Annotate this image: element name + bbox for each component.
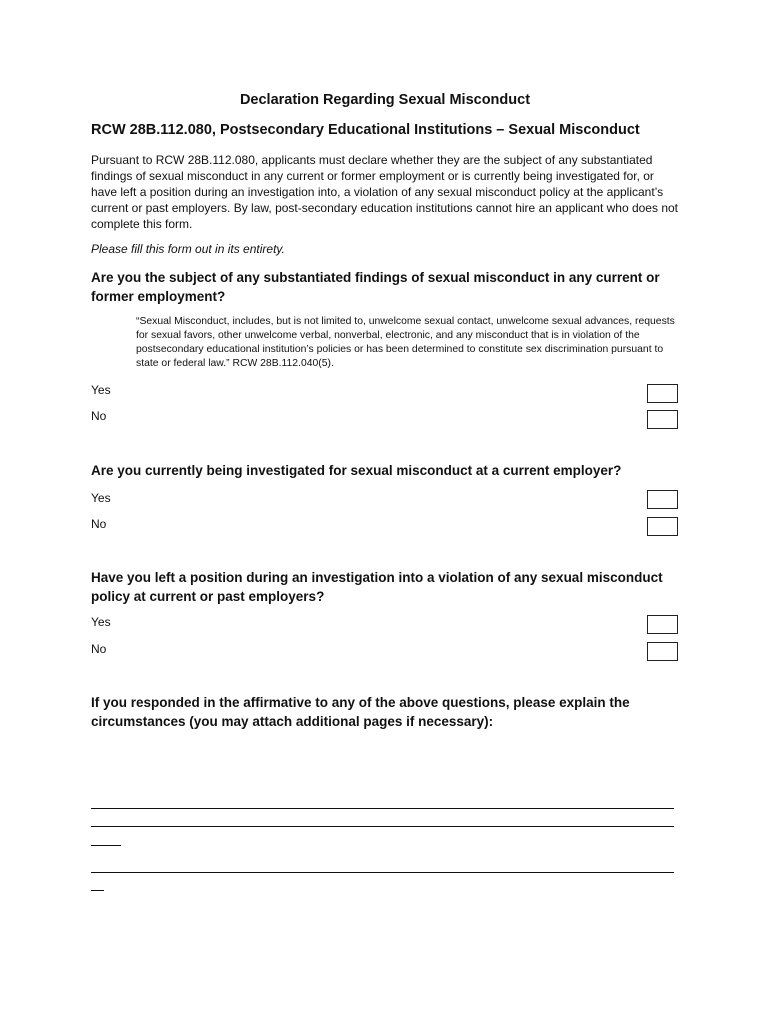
explanation-line-2-continuation[interactable] — [91, 845, 121, 846]
question-3-no-label: No — [91, 642, 107, 656]
question-2-yes-label: Yes — [91, 491, 111, 505]
explanation-line-1[interactable] — [91, 808, 674, 809]
question-2-no-checkbox[interactable] — [647, 517, 678, 536]
question-3-yes-label: Yes — [91, 615, 111, 629]
question-1-no-checkbox[interactable] — [647, 410, 678, 429]
question-1-yes-checkbox[interactable] — [647, 384, 678, 403]
page-subtitle: RCW 28B.112.080, Postsecondary Educational Institutions – Sexual Misconduct — [91, 122, 640, 138]
page-title: Declaration Regarding Sexual Misconduct — [239, 92, 531, 108]
question-3-no-checkbox[interactable] — [647, 642, 678, 661]
misconduct-definition-quote: “Sexual Misconduct, includes, but is not limited to, unwelcome sexual contact, unwelcome sexual advances, requests for sexual favors, other unwelcome verbal, nonverbal, electronic, and any misconduct that is in violation of the postsecondary educational institution’s policies or has been determined to constitute sex discrimination pursuant to state or federal law.” RCW 28B.112.040(5). — [136, 316, 675, 369]
question-1-no-label: No — [91, 409, 107, 423]
question-1-yes-label: Yes — [91, 383, 111, 397]
question-2-yes-checkbox[interactable] — [647, 490, 678, 509]
question-2-text: Are you currently being investigated for sexual misconduct at a current employer? — [91, 463, 622, 478]
explanation-line-3-continuation[interactable] — [91, 890, 104, 891]
question-3-text: Have you left a position during an investigation into a violation of any sexual misconduct policy at current or past employers? — [91, 570, 663, 604]
explain-prompt: If you responded in the affirmative to any of the above questions, please explain the circumstances (you may attach additional pages if necessary): — [91, 695, 630, 729]
instruction-text: Please fill this form out in its entirety. — [91, 242, 285, 256]
question-3-yes-checkbox[interactable] — [647, 615, 678, 634]
explanation-line-2[interactable] — [91, 826, 674, 827]
question-1-text: Are you the subject of any substantiated findings of sexual misconduct in any current or former employment? — [91, 270, 660, 304]
explanation-line-3[interactable] — [91, 872, 674, 873]
intro-paragraph: Pursuant to RCW 28B.112.080, applicants must declare whether they are the subject of any substantiated findings of sexual misconduct in any current or former employment or is currently being investigated for, or have left a position during an investigation into, a violation of any sexual misconduct policy at the applicant’s current or past employers. By law, post-secondary education institutions cannot hire an applicant who does not complete this form. — [91, 153, 678, 231]
question-2-no-label: No — [91, 517, 107, 531]
